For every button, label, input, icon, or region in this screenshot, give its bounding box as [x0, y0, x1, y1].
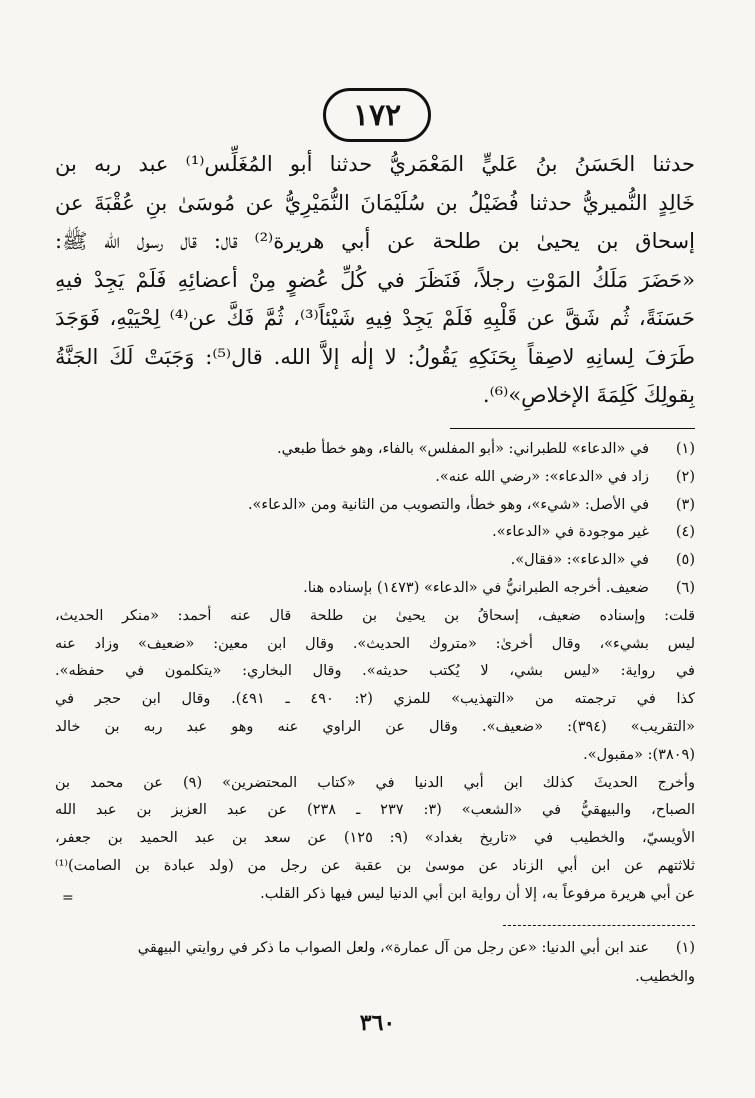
hadith-number-badge	[323, 88, 431, 142]
hadith-line: حَسَنَةً، ثُم شَقَّ عن قَلْبِهِ فَلَمْ يَجِدْ فِيهِ شَيْئاً⁽³⁾، ثُمَّ فَكَّ عن⁽⁴⁾ لِحْيَيْهِ، فَوَجَدَ	[55, 306, 695, 330]
sub-footnote-separator	[503, 925, 695, 926]
hadith-line: طَرَفَ لِسانِهِ لاصِقاً بِحَنَكِهِ يَقُولُ: لا إلٰه إلاَّ الله. قال⁽⁵⁾: وَجَبَتْ لَكَ الجَنَّةُ	[55, 344, 695, 369]
commentary-line: في رواية: «ليس بشي، لا يُكتب حديثه». وقال البخاري: «يتكلمون في حفظه».	[55, 663, 695, 680]
footnote-item	[55, 464, 695, 492]
page-number: ٣٦٠	[359, 1010, 396, 1036]
footnote-6-commentary	[55, 603, 695, 770]
sub-footnote-continuation: والخطيب.	[635, 969, 695, 985]
footnote-number: (٤)	[675, 524, 695, 541]
sub-footnote-item	[55, 934, 695, 963]
footnote-number: (٥)	[675, 552, 695, 569]
footnotes	[55, 436, 695, 909]
footnote-text: زاد في «الدعاء»: «رضي الله عنه».	[435, 468, 649, 485]
commentary-line: كذا في ترجمته من «التهذيب» للمزي (٢: ٤٩٠ ـ ٤٩١). وقال ابن حجر في	[55, 691, 695, 708]
commentary-line: قلت: وإسناده ضعيف، إسحاقُ بن يحيىٰ بن طلحة قال عنه أحمد: «منكر الحديث،	[55, 607, 695, 624]
footnote-text: في «الدعاء» للطبراني: «أبو المفلس» بالفاء، وهو خطأ طبعي.	[277, 441, 649, 457]
takhrij-paragraph	[55, 770, 695, 909]
hadith-number: ١٧٢	[352, 97, 402, 133]
footnote-number: (٦)	[675, 579, 695, 596]
takhrij-line: ثلاثتهم عن ابن أبي الزناد عن موسىٰ بن عقبة عن رجل من (ولد عبادة بن الصامت)⁽¹⁾	[55, 857, 695, 874]
commentary-line: (٣٨٠٩): «مقبول».	[583, 746, 695, 763]
footnote-item	[55, 436, 695, 464]
footnote-text: في الأصل: «شيء»، وهو خطأ، والتصويب من الثانية ومن «الدعاء».	[247, 496, 649, 513]
hadith-line: حدثنا الحَسَنُ بنُ عَليٍّ المَعْمَريُّ حدثنا أبو المُغَلِّس⁽¹⁾ عبد ربه بن	[55, 152, 695, 176]
footnote-text: في «الدعاء»: «فقال».	[510, 552, 649, 569]
footnote-separator	[450, 428, 695, 429]
footnote-text: غير موجودة في «الدعاء».	[492, 524, 649, 541]
margin-mark: =	[62, 890, 74, 906]
footnote-number: (٢)	[675, 468, 695, 485]
footnote-number: (١)	[675, 441, 695, 457]
footnote-item	[55, 519, 695, 547]
hadith-line: بِقولِكَ كَلِمَةَ الإخلاصِ»⁽⁶⁾.	[482, 383, 695, 407]
footnote-item	[55, 575, 695, 603]
sub-footnote-number: (١)	[675, 940, 695, 956]
takhrij-line: الأويسيّ، والخطيب في «تاريخ بغداد» (٩: ١٢٥) عن سعد بن عبد الحميد بن جعفر،	[55, 830, 695, 847]
footnote-item	[55, 547, 695, 575]
sub-footnotes	[55, 934, 695, 992]
commentary-line: «التقريب» (٣٩٤): «ضعيف». وقال عن الراوي عنه وهو عبد ربه بن خالد	[55, 718, 695, 735]
commentary-line: ليس بشيء»، وقال أخرىٰ: «متروك الحديث». وقال ابن معين: «ضعيف» وزاد عنه	[55, 635, 695, 652]
footnote-text: ضعيف. أخرجه الطبرانيُّ في «الدعاء» (١٤٧٣) بإسناده هنا.	[303, 579, 649, 596]
takhrij-line: وأخرج الحديثَ كذلك ابن أبي الدنيا في «كتاب المحتضرين» (٩) عن محمد بن	[55, 774, 695, 791]
sub-footnote-text: عند ابن أبي الدنيا: «عن رجل من آل عمارة»، ولعل الصواب ما ذكر في روايتي البيهقي	[137, 940, 649, 956]
hadith-line: «حَضَرَ مَلَكُ المَوْتِ رجلاً، فَنَظَرَ في كُلِّ عُضوٍ مِنْ أعضائِهِ فَلَمْ يَجِدْ فيهِ	[55, 267, 695, 292]
footnote-item	[55, 492, 695, 520]
hadith-line: إسحاق بن يحيىٰ بن طلحة عن أبي هريرة⁽²⁾ قال: قال رسول الله ﷺ:	[55, 229, 695, 253]
hadith-line: خَالِدٍ النُّميريُّ حدثنا فُضَيْلُ بن سُلَيْمَانَ النُّمَيْرِيُّ عن مُوسَىٰ بنِ عُقْبَةَ عن	[55, 190, 695, 215]
takhrij-line: الصباح، والبيهقيُّ في «الشعب» (٣: ٢٣٧ ـ ٢٣٨) عن عبد العزيز بن عبد الله	[55, 802, 695, 819]
takhrij-line: عن أبي هريرة مرفوعاً به، إلا أن رواية ابن أبي الدنيا ليس فيها ذكر القلب.	[260, 885, 695, 902]
footnote-number: (٣)	[675, 496, 695, 513]
hadith-text	[55, 145, 695, 415]
